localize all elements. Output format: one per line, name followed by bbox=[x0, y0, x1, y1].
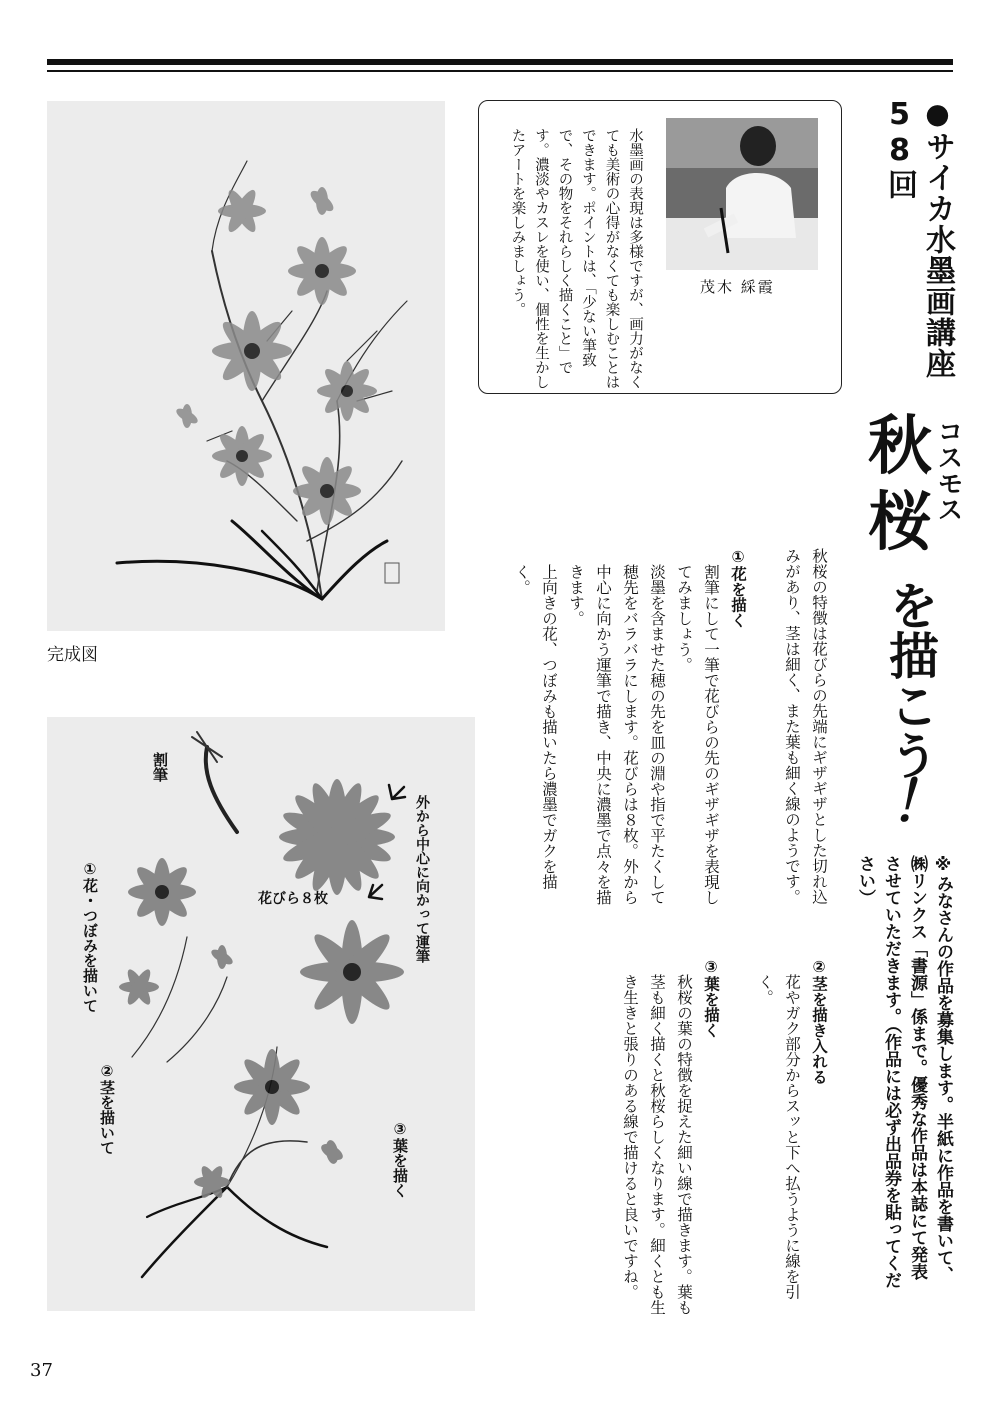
finished-painting-panel bbox=[47, 101, 445, 631]
step-diagram-panel bbox=[47, 717, 475, 1311]
series-title-text: サイカ水墨画講座58回 bbox=[882, 97, 955, 379]
label-split-brush: 割筆 bbox=[151, 752, 169, 782]
label-eight-petals: 花びら８枚 bbox=[258, 891, 328, 907]
body-upper bbox=[480, 548, 832, 908]
step3-heading: ③葉を描く bbox=[702, 958, 720, 1038]
bullet-dot: ● bbox=[921, 97, 954, 131]
headline-ruby: コスモス bbox=[933, 418, 963, 522]
label-step2: ②茎を描いて bbox=[98, 1062, 116, 1155]
instructor-photo bbox=[666, 118, 818, 270]
brush-icon bbox=[206, 747, 237, 832]
instructor-name: 茂木 綵霞 bbox=[700, 278, 775, 296]
step1-heading: ①花を描く bbox=[729, 548, 747, 628]
instructor-photo-illustration bbox=[666, 118, 818, 270]
intro-text: 水墨画の表現は多様ですが、画力がなくても美術の心得がなくても楽しむことはできます。ポイントは、「少ない筆致で、その物をそれらしく描くこと」です。濃淡やカスレを使い、個性を生かしたアートを楽しみましょう。 bbox=[509, 128, 643, 389]
step2-heading: ②茎を描き入れる bbox=[810, 958, 828, 1085]
arrow-icon bbox=[389, 785, 405, 799]
series-title bbox=[880, 97, 956, 407]
arrow-icon bbox=[369, 885, 382, 899]
label-step1: ①花・つぼみを描いて bbox=[81, 860, 99, 1013]
label-step3: ③葉を描く bbox=[391, 1120, 409, 1198]
top-rule-thick bbox=[47, 59, 953, 65]
step1-paragraph-2: 淡墨を含ませた穂の先を皿の淵や指で平たくして穂先をバラバラにします。花びらは８枚。外から中心に向かう運筆で描き、中央に濃墨で点々を描きます。 bbox=[567, 563, 666, 905]
step-diagram bbox=[47, 717, 475, 1311]
body-lower bbox=[560, 958, 832, 1318]
seal-stamp-icon bbox=[385, 563, 399, 583]
label-outer-to-center: 外から中心に向かって運筆 bbox=[414, 795, 430, 963]
step2-paragraph: 花やガク部分からスッと下へ払うように線を引く。 bbox=[756, 973, 801, 1299]
headline-big-char-1: 秋 bbox=[868, 410, 932, 484]
figure-caption: 完成図 bbox=[47, 645, 98, 665]
cosmos-painting bbox=[47, 101, 445, 631]
headline-rest: を描こう bbox=[881, 580, 939, 780]
intro-paragraph: 秋桜の特徴は花びらの先端にギザギザとした切れ込みがあり、茎は細く、また葉も細く線のようです。 bbox=[783, 548, 828, 905]
step1-paragraph-1: 割筆にして一筆で花びらの先のギザギザを表現してみましょう。 bbox=[675, 563, 720, 905]
step1-paragraph-3: 上向きの花、つぼみも描いたら濃墨でガクを描く。 bbox=[513, 563, 558, 889]
submission-notice: ※みなさんの作品を募集します。半紙に作品を書いて、㈱リンクス「書源」係まで。優秀な作品は本誌にて発表させていただきます。（作品には必ず出品券を貼ってください） bbox=[855, 855, 953, 1289]
step3-paragraph: 秋桜の葉の特徴を捉えた細い線で描きます。葉も茎も細く描くと秋桜らしくなります。細くとも生き生きと張りのある線で描けると良いですね。 bbox=[621, 973, 693, 1315]
headline-exclamation: ！ bbox=[890, 770, 946, 835]
page-number: 37 bbox=[30, 1360, 53, 1381]
headline-big-char-2: 桜 bbox=[868, 486, 932, 560]
top-rule-thin bbox=[47, 70, 953, 72]
